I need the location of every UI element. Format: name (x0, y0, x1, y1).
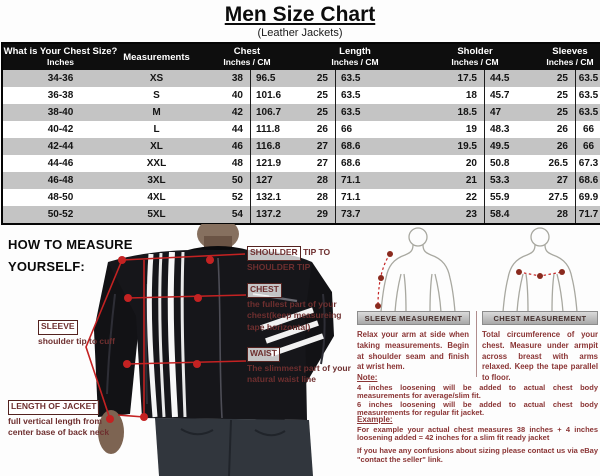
header-chest-size: What is Your Chest Size? Inches (3, 46, 118, 67)
sleeve-measurement-text: Relax your arm at side when taking measurements. Begin at shoulder seam and finish at wrist hem. (357, 330, 469, 372)
size-table-body (3, 70, 600, 223)
how-to-measure-heading: HOW TO MEASURE YOURSELF: (8, 237, 133, 274)
shoulder-label: SHOULDER (247, 246, 301, 261)
table-row (3, 104, 600, 121)
cell-length-cm: 68.6 (341, 141, 361, 152)
cell-chest-inches: 38 (195, 70, 251, 87)
cell-chest-inches: 40 (195, 87, 251, 104)
cell-sholder-cm: 53.3 (490, 175, 510, 186)
cell-chest-cm: 121.9 (256, 158, 282, 169)
cell-sholder-cm: 58.4 (490, 209, 510, 220)
sleeve-measurement-heading: SLEEVE MEASUREMENT (357, 311, 470, 325)
header-group-sleeves: Sleeves Inches / CM (546, 46, 594, 67)
sleeve-measure-dots (375, 251, 393, 309)
cell-sleeves-inches: 27.5 (539, 189, 576, 206)
cell-chest-cm: 127 (256, 175, 273, 186)
cell-sleeves-cm: 63.5 (578, 73, 599, 84)
page-title: Men Size Chart (224, 3, 376, 26)
cell-sleeves-inches: 27 (539, 172, 576, 189)
example-heading: Example: (357, 415, 393, 424)
cell-sleeves-cm: 67.3 (578, 158, 599, 169)
cell-chest-cm: 96.5 (256, 73, 276, 84)
cell-sleeves-cm: 66 (582, 141, 595, 152)
cell-sholder-cm: 49.5 (490, 141, 510, 152)
cell-chest-size-range: 40-42 (47, 124, 74, 135)
cell-chest-size-range: 36-38 (47, 90, 74, 101)
cell-sleeves-cm: 66 (582, 124, 595, 135)
cell-chest-inches: 52 (195, 189, 251, 206)
cell-length-inches: 25 (299, 87, 336, 104)
cell-sholder-inches: 18.5 (411, 104, 485, 121)
cell-size-label: 3XL (147, 175, 166, 186)
cell-sleeves-inches: 26 (539, 138, 576, 155)
header-group-chest: Chest Inches / CM (223, 46, 271, 67)
guide-column-divider (476, 311, 477, 377)
cell-sleeves-inches: 28 (539, 206, 576, 223)
callout-sleeve (38, 320, 156, 347)
header-group-sholder: Sholder Inches / CM (451, 46, 499, 67)
figure-sleeve-outline (381, 228, 455, 312)
cell-length-inches: 25 (299, 70, 336, 87)
cell-chest-cm: 101.6 (256, 90, 282, 101)
table-row (3, 189, 600, 206)
cell-sholder-inches: 18 (411, 87, 485, 104)
length-label: LENGTH OF JACKET (8, 400, 99, 415)
cell-length-cm: 66 (341, 124, 353, 135)
cell-sleeves-cm: 63.5 (578, 107, 599, 118)
table-row (3, 138, 600, 155)
figure-chest-outline (503, 228, 577, 312)
cell-length-inches: 29 (299, 206, 336, 223)
cell-chest-size-range: 42-44 (47, 141, 74, 152)
table-row (3, 155, 600, 172)
cell-length-cm: 71.1 (341, 175, 361, 186)
size-table (1, 42, 600, 225)
cell-sholder-inches: 23 (411, 206, 485, 223)
waist-desc: The slimmest part of your natural waist line (247, 362, 351, 384)
cell-chest-size-range: 34-36 (47, 73, 74, 84)
callout-waist (247, 347, 351, 386)
cell-size-label: XS (149, 73, 164, 84)
chest-measurement-heading: CHEST MEASUREMENT (482, 311, 598, 325)
cell-length-cm: 63.5 (341, 90, 361, 101)
cell-size-label: XXL (146, 158, 167, 169)
cell-size-label: XL (150, 141, 163, 152)
note-block (357, 374, 598, 418)
cell-chest-inches: 42 (195, 104, 251, 121)
cell-sholder-cm: 47 (490, 107, 502, 118)
cell-size-label: 4XL (147, 192, 166, 203)
page-subtitle: (Leather Jackets) (257, 27, 343, 39)
cell-length-cm: 68.6 (341, 158, 361, 169)
cell-chest-cm: 116.8 (256, 141, 281, 152)
note-heading: Note: (357, 373, 378, 382)
length-desc: full vertical length from center base of back neck (8, 415, 110, 437)
cell-chest-size-range: 44-46 (47, 158, 74, 169)
sleeve-label: SLEEVE (38, 320, 78, 335)
cell-sleeves-cm: 63.5 (578, 90, 599, 101)
cell-chest-size-range: 50-52 (47, 209, 74, 220)
table-row (3, 172, 600, 189)
cell-sleeves-cm: 69.9 (578, 192, 599, 203)
cell-length-inches: 27 (299, 138, 336, 155)
shoulder-desc: TIP TO SHOULDER TIP (247, 247, 331, 272)
cell-chest-inches: 54 (195, 206, 251, 223)
cell-length-cm: 73.7 (341, 209, 361, 220)
example-block (357, 416, 598, 443)
cell-sleeves-cm: 68.6 (578, 175, 599, 186)
table-row (3, 70, 600, 87)
cell-sholder-inches: 17.5 (411, 70, 485, 87)
chest-desc: the fullest part of your chest(keep measureing tape horizontal) (247, 298, 342, 332)
cell-chest-inches: 46 (195, 138, 251, 155)
table-row (3, 87, 600, 104)
cell-length-inches: 28 (299, 172, 336, 189)
cell-sholder-inches: 21 (411, 172, 485, 189)
cell-chest-cm: 106.7 (256, 107, 282, 118)
cell-sleeves-cm: 71.7 (578, 209, 599, 220)
cell-sleeves-inches: 25 (539, 104, 576, 121)
cell-chest-cm: 132.1 (256, 192, 282, 203)
cell-sholder-cm: 55.9 (490, 192, 510, 203)
cell-sleeves-inches: 25 (539, 70, 576, 87)
waist-label: WAIST (247, 347, 280, 362)
header-measurements: Measurements (123, 51, 190, 63)
cell-size-label: M (152, 107, 161, 118)
cell-size-label: 5XL (147, 209, 166, 220)
table-row (3, 121, 600, 138)
cell-chest-cm: 137.2 (256, 209, 282, 220)
chest-measurement-text: Total circumference of your chest. Measure under armpit across breast with arms relaxed. Keep the tape parallel to floor. (482, 330, 598, 383)
cell-length-inches: 28 (299, 189, 336, 206)
cell-sleeves-inches: 26 (539, 121, 576, 138)
cell-length-cm: 63.5 (341, 107, 361, 118)
note-line-2: 6 inches loosening will be added to actual chest body measurements for regular fit jacket. (357, 399, 598, 418)
cell-length-cm: 71.1 (341, 192, 361, 203)
header-group-length: Length Inches / CM (331, 46, 379, 67)
callout-chest (247, 283, 342, 333)
cell-sholder-inches: 22 (411, 189, 485, 206)
measurement-figures (356, 224, 600, 312)
cell-chest-size-range: 46-48 (47, 175, 74, 186)
cell-chest-inches: 44 (195, 121, 251, 138)
cell-size-label: L (153, 124, 160, 135)
cell-length-inches: 26 (299, 121, 336, 138)
cell-chest-cm: 111.8 (256, 124, 280, 135)
cell-chest-inches: 50 (195, 172, 251, 189)
cell-chest-size-range: 48-50 (47, 192, 74, 203)
cell-sholder-inches: 20 (411, 155, 485, 172)
callout-shoulder (247, 246, 349, 273)
cell-sholder-inches: 19.5 (411, 138, 485, 155)
cell-sleeves-inches: 25 (539, 87, 576, 104)
table-row (3, 206, 600, 223)
cell-length-inches: 27 (299, 155, 336, 172)
callout-length (8, 400, 118, 439)
cell-sholder-cm: 44.5 (490, 73, 510, 84)
cell-sholder-cm: 45.7 (490, 90, 510, 101)
chest-label: CHEST (247, 283, 282, 298)
cell-chest-size-range: 38-40 (47, 107, 74, 118)
cell-sholder-cm: 48.3 (490, 124, 510, 135)
cell-sleeves-inches: 26.5 (539, 155, 576, 172)
jeans (155, 418, 313, 476)
sleeve-desc: shoulder tip to cuff (38, 335, 115, 346)
cell-sholder-cm: 50.8 (490, 158, 510, 169)
size-table-header (3, 44, 600, 70)
example-text: For example your actual chest measures 38 inches + 4 inches loosening added = 42 inches for a slim fit ready jacket (357, 424, 598, 443)
cell-chest-inches: 48 (195, 155, 251, 172)
cell-length-cm: 63.5 (341, 73, 361, 84)
cell-size-label: S (153, 90, 160, 101)
cell-length-inches: 25 (299, 104, 336, 121)
cell-sholder-inches: 19 (411, 121, 485, 138)
contact-note: If you have any confusions about sizing please contact us via eBay "contact the seller" link. (357, 446, 598, 464)
note-line-1: 4 inches loosening will be added to actual chest body measurements for average/slim fit. (357, 382, 598, 401)
